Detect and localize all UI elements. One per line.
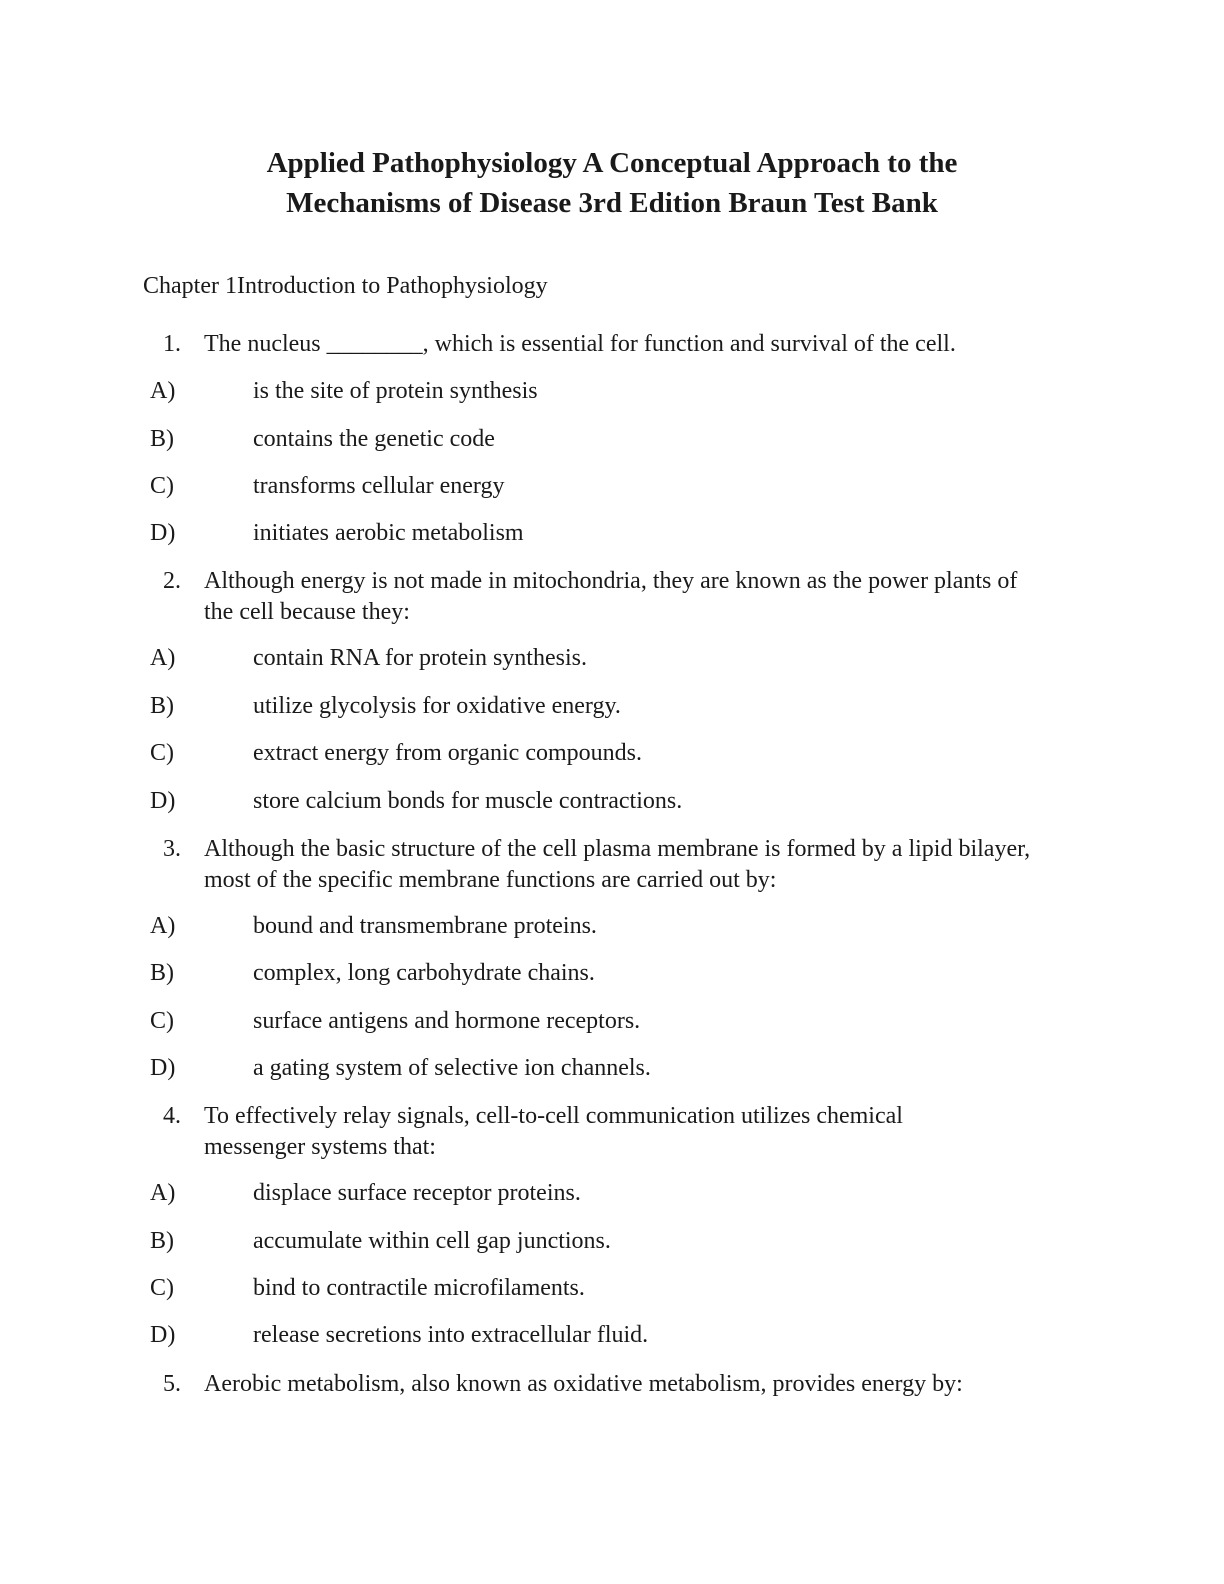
question-1-option-a [0,376,1224,407]
option-letter: A) [150,378,176,404]
question-4-option-d [0,1320,1224,1351]
option-letter: A) [150,645,176,671]
option-letter: D) [150,1055,176,1081]
question-1-option-d [0,518,1224,549]
option-text: extract energy from organic compounds. [253,740,642,766]
option-text: store calcium bonds for muscle contractions. [253,788,683,814]
question-4-option-c [0,1273,1224,1304]
option-letter: C) [150,740,174,766]
question-number: 2. [163,568,181,594]
question-1-option-c [0,471,1224,502]
question-text: To effectively relay signals, cell-to-cell communication utilizes chemical messenger systems that: [204,1103,903,1160]
question-text: Although energy is not made in mitochondria, they are known as the power plants of the cell because they: [204,568,1018,625]
option-text: utilize glycolysis for oxidative energy. [253,693,621,719]
option-text: contain RNA for protein synthesis. [253,645,587,671]
option-text: bind to contractile microfilaments. [253,1275,585,1301]
chapter-heading: Chapter 1Introduction to Pathophysiology [143,273,548,299]
question-number: 3. [163,836,181,862]
question-2-option-d [0,786,1224,817]
question-3-option-a [0,911,1224,942]
option-text: bound and transmembrane proteins. [253,913,597,939]
question-2-option-a [0,643,1224,674]
option-letter: A) [150,913,176,939]
option-letter: B) [150,426,174,452]
option-letter: A) [150,1180,176,1206]
option-text: initiates aerobic metabolism [253,520,524,546]
option-letter: C) [150,473,174,499]
question-number: 4. [163,1103,181,1129]
option-letter: D) [150,520,176,546]
question-text: The nucleus ________, which is essential for function and survival of the cell. [204,331,956,357]
question-1-option-b [0,424,1224,455]
option-letter: C) [150,1275,174,1301]
question-number: 1. [163,331,181,357]
document-title-line-2: Mechanisms of Disease 3rd Edition Braun Test Bank [286,187,938,219]
option-text: release secretions into extracellular fluid. [253,1322,649,1348]
option-text: transforms cellular energy [253,473,505,499]
question-2-option-c [0,738,1224,769]
option-text: a gating system of selective ion channels. [253,1055,651,1081]
document-title-line-1: Applied Pathophysiology A Conceptual Approach to the [266,147,958,179]
option-text: is the site of protein synthesis [253,378,538,404]
question-4-option-b [0,1226,1224,1257]
question-3-option-b [0,958,1224,989]
question-text: Aerobic metabolism, also known as oxidative metabolism, provides energy by: [204,1371,963,1397]
option-letter: B) [150,693,174,719]
option-letter: B) [150,1228,174,1254]
question-number: 5. [163,1371,181,1397]
option-letter: B) [150,960,174,986]
option-text: complex, long carbohydrate chains. [253,960,595,986]
question-3-option-d [0,1053,1224,1084]
option-text: contains the genetic code [253,426,495,452]
option-letter: D) [150,788,176,814]
question-3-option-c [0,1006,1224,1037]
option-text: accumulate within cell gap junctions. [253,1228,611,1254]
option-text: surface antigens and hormone receptors. [253,1008,641,1034]
option-text: displace surface receptor proteins. [253,1180,581,1206]
option-letter: D) [150,1322,176,1348]
option-letter: C) [150,1008,174,1034]
question-2-option-b [0,691,1224,722]
question-4-option-a [0,1178,1224,1209]
question-text: Although the basic structure of the cell plasma membrane is formed by a lipid bilayer, most of the specific membrane functions are carried out by: [204,836,1031,893]
